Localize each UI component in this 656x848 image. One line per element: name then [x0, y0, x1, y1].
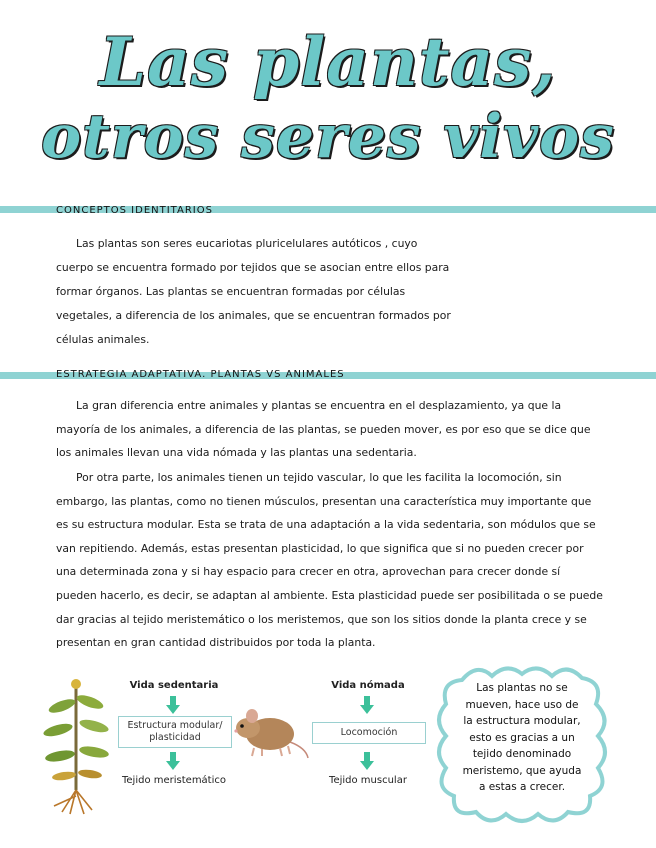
- label-vida-nomada: Vida nómada: [331, 680, 405, 691]
- arrow-down-icon: [360, 696, 374, 714]
- label-vida-sedentaria: Vida sedentaria: [129, 680, 219, 691]
- paragraph-estructura-modular: Por otra parte, los animales tienen un tejido vascular, lo que les facilita la locomoción, sin embargo, las plantas, como no tienen músculos, presentan una característica muy importante que es su estructura modular. Esta se trata de una adaptación a la vida sedentaria, son módulos que se van repitiendo. Además, estas presentan plasticidad, lo que significa que si no pueden crecer por una determinada zona y si hay espacio para crecer en otra, aprovechan para crecer donde sí pueden hacerlo, es decir, se adaptan al ambiente. Esta plasticidad puede ser posibilitada o se puede dar gracias al tejido meristemático o los meristemos, que son los sitios donde la planta crece y se presentan en gran cantidad distribuidos por toda la planta.: [56, 471, 603, 650]
- label-tejido-meristematico: Tejido meristemático: [121, 775, 226, 786]
- section-heading-conceptos: CONCEPTOS IDENTITARIOS: [56, 205, 213, 216]
- section-heading-estrategia: ESTRATEGIA ADAPTATIVA. PLANTAS VS ANIMALES: [56, 369, 345, 380]
- paragraph-desplazamiento: La gran diferencia entre animales y plantas se encuentra en el desplazamiento, ya que la mayoría de los animales, a diferencia de las plantas, se pueden mover, es por eso que se dice que los animales llevan una vida nómada y las plantas una sedentaria.: [56, 399, 591, 460]
- arrow-down-icon: [166, 696, 180, 714]
- note-text: Las plantas no se mueven, hace uso de la estructura modular, esto es gracias a un tejido denominado meristemo, que ayuda a estas a crecer.: [462, 682, 582, 793]
- page-title-line-2: otros seres vivos: [41, 102, 615, 172]
- page-title-line-1: Las plantas,: [99, 23, 557, 101]
- plant-illustration: [40, 678, 110, 816]
- box-estructura-modular: Estructura modular/ plasticidad: [118, 716, 232, 748]
- label-tejido-muscular: Tejido muscular: [329, 775, 407, 786]
- mouse-illustration: [232, 698, 312, 760]
- paragraph-conceptos: Las plantas son seres eucariotas pluricelulares autóticos , cuyo cuerpo se encuentra formado por tejidos que se asocian entre ellos para formar órganos. Las plantas se encuentran formadas por células vegetales, a diferencia de los animales, que se encuentran formados por células animales.: [56, 237, 451, 346]
- box-locomocion: Locomoción: [312, 722, 426, 744]
- arrow-down-icon: [360, 752, 374, 770]
- arrow-down-icon: [166, 752, 180, 770]
